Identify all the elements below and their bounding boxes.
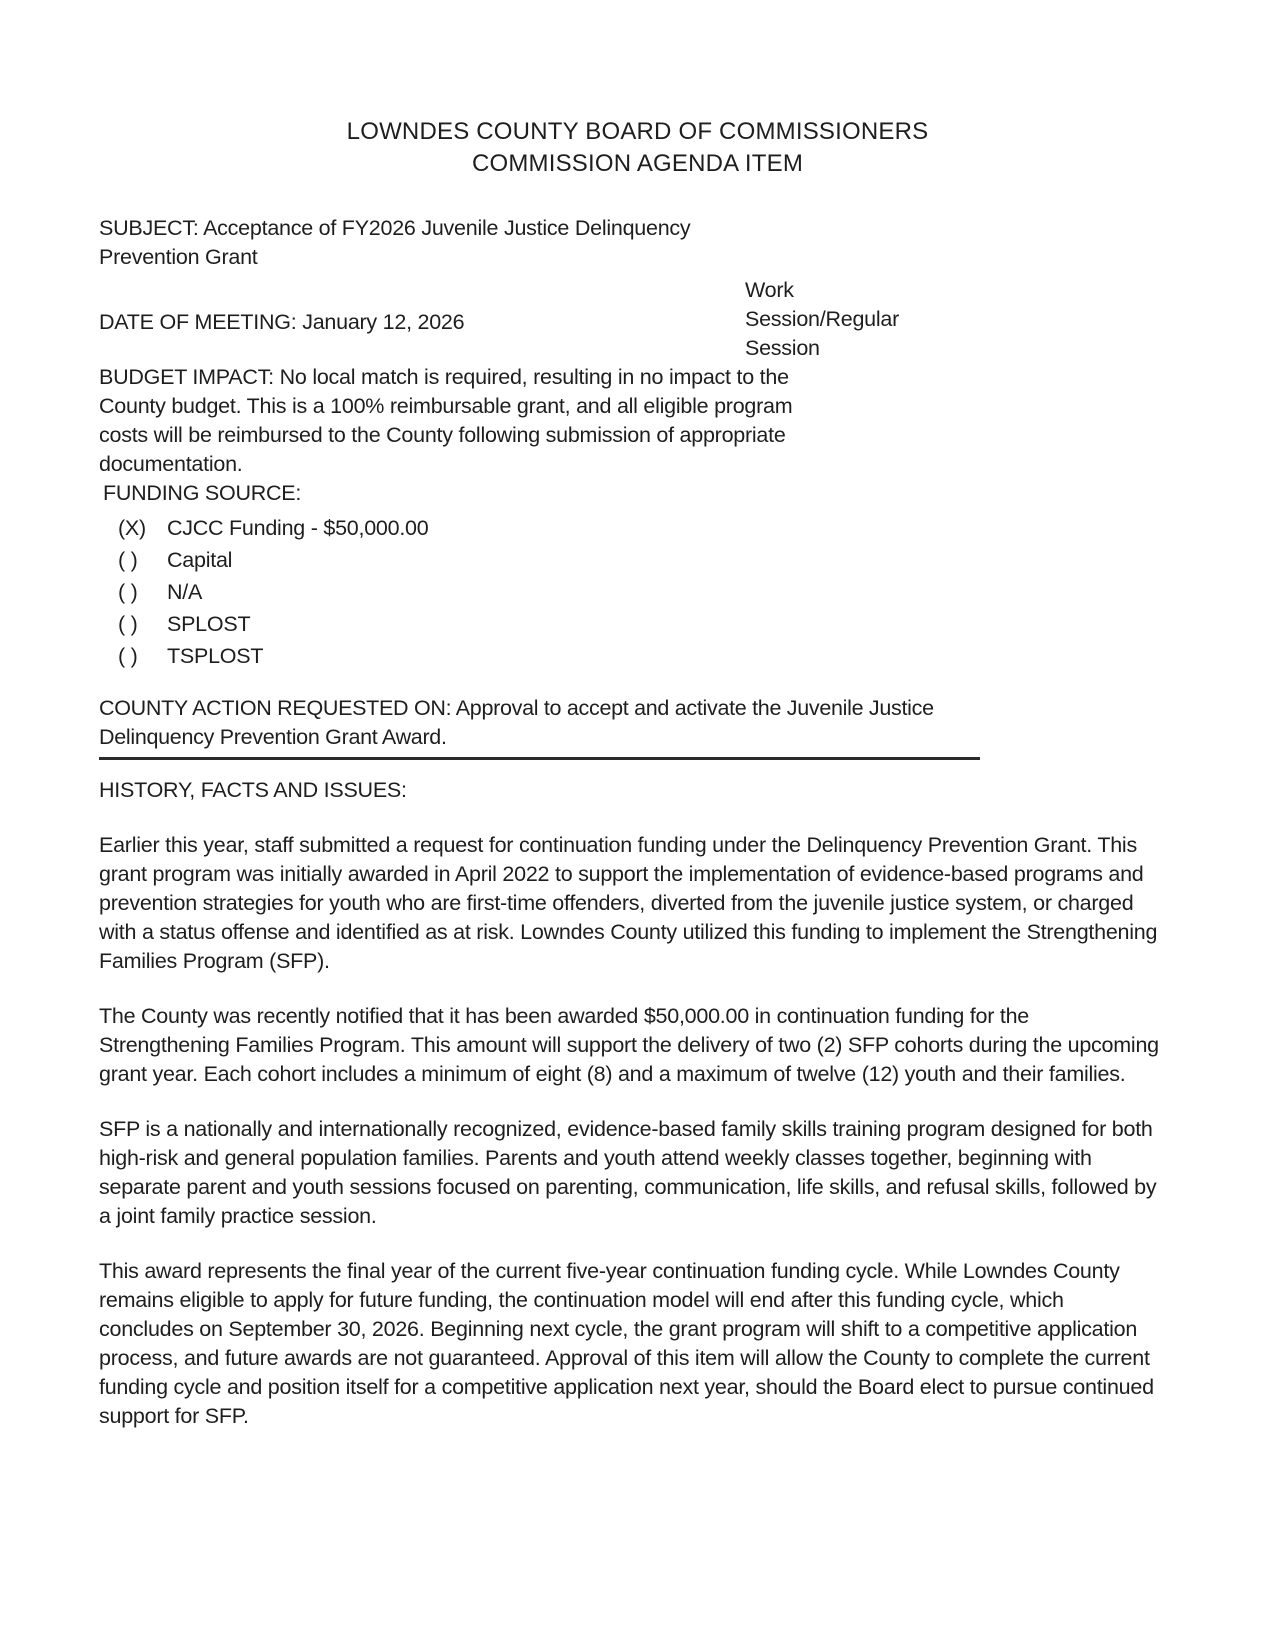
- subject-line: SUBJECT: Acceptance of FY2026 Juvenile Justice Delinquency Prevention Grant: [99, 216, 691, 269]
- history-paragraph: The County was recently notified that it has been awarded $50,000.00 in continuation funding for the Strengthening Families Program. This amount will support the delivery of two (2) SFP cohorts during the upcoming grant year. Each cohort includes a minimum of eight (8) and a maximum of twelve (12) youth and their families.: [99, 1004, 1159, 1086]
- session-type-line: Work: [745, 278, 794, 302]
- funding-option-label: N/A: [167, 580, 203, 604]
- document-title: LOWNDES COUNTY BOARD OF COMMISSIONERS: [346, 118, 929, 145]
- meeting-date-line: DATE OF MEETING: January 12, 2026: [99, 310, 465, 334]
- document-subtitle: COMMISSION AGENDA ITEM: [471, 150, 804, 177]
- history-section: [99, 831, 1161, 1431]
- funding-option: [118, 608, 1161, 640]
- county-action-text: COUNTY ACTION REQUESTED ON: Approval to accept and activate the Juvenile Justice Delinquency Prevention Grant Award.: [99, 696, 934, 749]
- history-heading: HISTORY, FACTS AND ISSUES:: [99, 778, 407, 802]
- funding-source-heading: FUNDING SOURCE:: [103, 481, 302, 505]
- history-paragraph: This award represents the final year of the current five-year continuation funding cycle. While Lowndes County remains eligible to apply for future funding, the continuation model will end after this funding cycle, which concludes on September 30, 2026. Beginning next cycle, the grant program will shift to a competitive application process, and future awards are not guaranteed. Approval of this item will allow the County to complete the current funding cycle and position itself for a competitive application next year, should the Board elect to pursue continued support for SFP.: [99, 1259, 1154, 1428]
- document-header: [0, 0, 1275, 180]
- checkbox-marker-unchecked: ( ): [118, 580, 138, 604]
- session-type-line: Session: [745, 336, 820, 360]
- history-paragraph: Earlier this year, staff submitted a request for continuation funding under the Delinquency Prevention Grant. This grant program was initially awarded in April 2022 to support the implementation of evidence-based programs and prevention strategies for youth who are first-time offenders, diverted from the juvenile justice system, or charged with a status offense and identified as at risk. Lowndes County utilized this funding to implement the Strengthening Families Program (SFP).: [99, 833, 1158, 973]
- funding-option-label: SPLOST: [167, 612, 251, 636]
- budget-impact-text: BUDGET IMPACT: No local match is required, resulting in no impact to the County budget. This is a 100% reimbursable grant, and all eligible program costs will be reimbursed to the County following submission of appropriate documentation.: [99, 365, 793, 476]
- funding-option: [118, 576, 1161, 608]
- funding-option-label: Capital: [167, 548, 233, 572]
- checkbox-marker-unchecked: ( ): [118, 612, 138, 636]
- history-paragraph: SFP is a nationally and internationally recognized, evidence-based family skills training program designed for both high-risk and general population families. Parents and youth attend weekly classes together, beginning with separate parent and youth sessions focused on parenting, communication, life skills, and refusal skills, followed by a joint family practice session.: [99, 1117, 1157, 1228]
- session-type-line: Session/Regular: [745, 307, 900, 331]
- session-type: [745, 276, 945, 363]
- funding-source-list: [99, 512, 1161, 672]
- funding-option: [118, 512, 1161, 544]
- funding-option: [118, 640, 1161, 672]
- funding-option: [118, 544, 1161, 576]
- checkbox-marker-checked: (X): [118, 516, 146, 540]
- document-body: [99, 214, 1161, 1431]
- section-divider: [99, 757, 980, 760]
- funding-option-label: CJCC Funding - $50,000.00: [167, 516, 429, 540]
- checkbox-marker-unchecked: ( ): [118, 644, 138, 668]
- checkbox-marker-unchecked: ( ): [118, 548, 138, 572]
- funding-option-label: TSPLOST: [167, 644, 264, 668]
